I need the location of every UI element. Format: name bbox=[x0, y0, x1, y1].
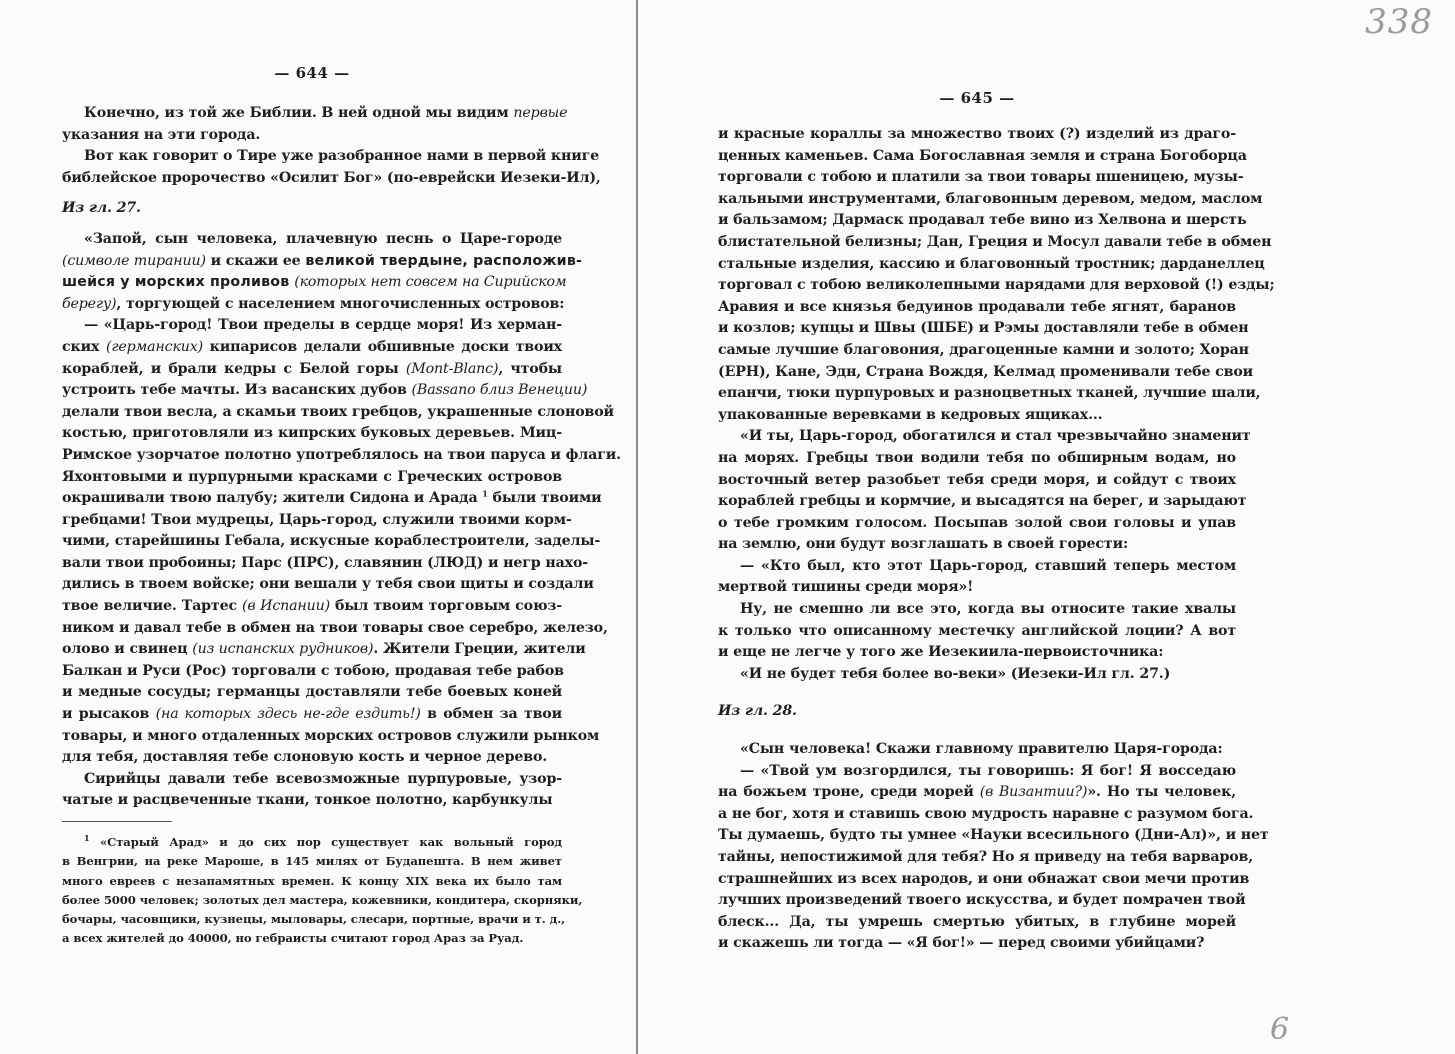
text-line bbox=[718, 124, 1236, 146]
text-line bbox=[62, 929, 562, 948]
text-line bbox=[62, 747, 562, 769]
text-line bbox=[718, 933, 1236, 955]
text-line bbox=[718, 621, 1236, 643]
text-line bbox=[718, 362, 1254, 384]
text-run: берегу) bbox=[62, 295, 117, 312]
text-line bbox=[718, 782, 1236, 804]
text-line bbox=[718, 599, 1236, 621]
footnote bbox=[62, 833, 583, 949]
text-run: и еще не легче у того же Иезекиила-первоисточника: bbox=[718, 644, 1164, 661]
text-run: торговал с тобою великолепными нарядами для верховой (!) езды; bbox=[718, 277, 1275, 294]
text-line bbox=[62, 423, 562, 445]
text-line bbox=[718, 869, 1250, 891]
text-line bbox=[62, 639, 586, 661]
text-line bbox=[718, 232, 1272, 254]
text-run: ских bbox=[62, 338, 106, 355]
text-run: много евреев с незапамятных времен. К концу XIX века их было там bbox=[62, 873, 562, 888]
text-run: (германских) bbox=[105, 338, 203, 355]
text-run: чими, старейшины Гебала, искусные кораблестроители, заделы- bbox=[62, 533, 601, 550]
text-run: ». Но ты человек, bbox=[1087, 784, 1236, 801]
text-run: делали твои весла, а скамьи твоих гребцов, украшенные слоновой bbox=[62, 403, 614, 420]
text-line bbox=[62, 682, 562, 704]
text-line bbox=[718, 275, 1275, 297]
text-run: на землю, они будут возглашать в своей горести: bbox=[718, 536, 1129, 553]
text-line bbox=[718, 448, 1236, 470]
text-run: были твоими bbox=[487, 490, 602, 507]
text-line bbox=[62, 380, 588, 402]
text-run: стальные изделия, кассию и благовонный тростник; дарданеллец bbox=[718, 255, 1265, 272]
text-run: Ну, не смешно ли все это, когда вы относите такие хвалы bbox=[740, 601, 1236, 618]
text-line bbox=[718, 189, 1263, 211]
text-line bbox=[718, 825, 1269, 847]
text-run: и рысаков bbox=[62, 706, 156, 723]
text-run: на божьем троне, среди морей bbox=[718, 784, 980, 801]
text-line bbox=[62, 790, 562, 812]
text-run: торговали с тобою и платили за твои товары пшеницею, музы- bbox=[718, 169, 1244, 186]
text-run: на морях. Гребцы твои водили тебя по обширным водам, но bbox=[718, 449, 1236, 466]
text-line bbox=[62, 168, 601, 190]
text-run: «Старый Арад» и до сих пор существует как вольный город bbox=[89, 835, 562, 849]
text-line bbox=[718, 534, 1236, 556]
text-line bbox=[62, 445, 621, 467]
text-run: олово и свинец bbox=[62, 641, 193, 658]
text-run: блеск... Да, ты умрешь смертью убитых, в глубине морей bbox=[718, 913, 1236, 930]
text-run: ценных каменьев. Сама Богославная земля и страна Богоборца bbox=[718, 147, 1247, 164]
text-line bbox=[718, 491, 1247, 513]
text-line bbox=[718, 513, 1236, 535]
text-line bbox=[718, 556, 1236, 578]
text-run: (в Византии?) bbox=[979, 784, 1088, 801]
text-run: (ЕРН), Кане, Эдн, Страна Вождя, Келмад променивали тебе свои bbox=[718, 363, 1254, 380]
text-line bbox=[62, 229, 562, 251]
text-run: и медные сосуды; германцы доставляли тебе боевых коней bbox=[62, 684, 562, 701]
text-run: устроить тебе мачты. Из васанских дубов bbox=[62, 382, 412, 399]
text-line bbox=[62, 337, 562, 359]
text-line bbox=[62, 359, 562, 381]
text-line bbox=[718, 254, 1265, 276]
text-line bbox=[718, 642, 1236, 664]
text-line bbox=[718, 847, 1254, 869]
text-run: великой твердыне, расположив- bbox=[305, 252, 583, 269]
text-line bbox=[718, 804, 1254, 826]
text-line bbox=[718, 890, 1246, 912]
text-line bbox=[62, 891, 583, 910]
text-run: Аравия и все князья бедуинов продавали тебе ягнят, баранов bbox=[718, 298, 1236, 315]
text-run: и козлов; купцы и Швы (ШБЕ) и Рэмы доставляли тебе в обмен bbox=[718, 320, 1249, 337]
text-run: указания на эти города. bbox=[62, 126, 261, 143]
text-run: (символе тирании) bbox=[62, 252, 206, 269]
page-gutter bbox=[636, 0, 638, 1054]
text-run: в обмен за твои bbox=[420, 706, 562, 723]
text-line bbox=[62, 704, 562, 726]
text-run: кораблей гребцы и кормчие, и высадятся на берег, и зарыдают bbox=[718, 493, 1247, 510]
text-line bbox=[62, 726, 600, 748]
text-line bbox=[718, 146, 1247, 168]
text-run: и бальзамом; Дармаск продавал тебе вино из Хелвона и шерсть bbox=[718, 212, 1247, 229]
text-run: . Жители Греции, жители bbox=[373, 641, 586, 658]
text-line bbox=[62, 661, 562, 683]
text-run: Из гл. 27. bbox=[62, 200, 141, 217]
text-run: Римское узорчатое полотно употреблялось на твои паруса и флаги. bbox=[62, 446, 621, 463]
text-run: первые bbox=[513, 105, 568, 121]
text-line bbox=[62, 510, 572, 532]
text-run: — «Кто был, кто этот Царь-город, ставший теперь местом bbox=[740, 557, 1236, 574]
handwritten-folio-number: 338 bbox=[1365, 2, 1433, 42]
text-line bbox=[62, 272, 567, 294]
text-line bbox=[62, 146, 600, 168]
text-run: «Запой, сын человека, плачевную песнь о Царе-городе bbox=[84, 230, 562, 247]
text-run: о тебе громким голосом. Посыпав золой свои головы и упав bbox=[718, 514, 1236, 531]
text-run: костью, приготовляли из кипрских буковых деревьев. Миц- bbox=[62, 425, 562, 442]
text-line bbox=[62, 574, 594, 596]
text-run: (которых нет совсем на Сирийском bbox=[294, 274, 567, 291]
left-page-body bbox=[62, 103, 621, 812]
text-line bbox=[718, 470, 1236, 492]
text-line bbox=[62, 618, 608, 640]
text-run: Из гл. 28. bbox=[718, 703, 797, 720]
text-run: страшнейших из всех народов, и они обнажат свои мечи против bbox=[718, 870, 1250, 887]
text-run: дились в твоем войске; они вешали у тебя свои щиты и создали bbox=[62, 576, 594, 593]
text-run: Балкан и Руси (Рос) торговали с тобою, продавая тебе рабов bbox=[62, 662, 564, 679]
text-run: гребцами! Твои мудрецы, Царь-город, служили твоими корм- bbox=[62, 511, 572, 528]
paragraph-gap bbox=[718, 723, 1236, 739]
text-line bbox=[62, 103, 568, 125]
text-run: был твоим торговым союз- bbox=[329, 598, 562, 615]
text-run: окрашивали твою палубу; жители Сидона и Арада bbox=[62, 490, 483, 507]
text-run: , чтобы bbox=[498, 360, 563, 377]
text-run: чатые и расцвеченные ткани, тонкое полотно, карбункулы bbox=[62, 792, 553, 809]
text-run: тайны, непостижимой для тебя? Но я приведу на тебя варваров, bbox=[718, 849, 1254, 865]
text-run: (в Испании) bbox=[242, 598, 330, 615]
text-run: вали твои пробоины; Парс (ПРС), славянин (ЛЮД) и негр нахо- bbox=[62, 554, 588, 571]
text-run: а не бог, хотя и ставишь свою мудрость наравне с разумом бога. bbox=[718, 805, 1254, 822]
text-line bbox=[718, 664, 1236, 686]
text-run: восточный ветер разобьет тебя среди моря, и сойдут с твоих bbox=[718, 471, 1236, 488]
text-run: блистательной белизны; Дан, Греция и Мосул давали тебе в обмен bbox=[718, 233, 1272, 250]
text-line bbox=[718, 912, 1236, 934]
text-run: — «Царь-город! Твои пределы в сердце моря! Из херман- bbox=[84, 317, 562, 334]
text-run: а всех жителей до 40000, но гебраисты считают город Араз за Руад. bbox=[62, 931, 524, 946]
text-line bbox=[718, 577, 1236, 599]
text-run: «И ты, Царь-город, обогатился и стал чрезвычайно знаменит bbox=[740, 428, 1251, 445]
text-line bbox=[718, 383, 1261, 405]
text-run: Сирийцы давали тебе всевозможные пурпуровые, узор- bbox=[84, 770, 562, 787]
text-run: в Венгрии, на реке Мароше, в 145 милях от Будапешта. В нем живет bbox=[62, 854, 562, 869]
text-run: епанчи, тюки пурпуровых и разноцветных тканей, лучшие шали, bbox=[718, 385, 1261, 402]
text-run: и скажешь ли тогда — «Я бог!» — перед своими убийцами? bbox=[718, 935, 1205, 952]
paragraph-gap bbox=[718, 685, 1236, 701]
text-line bbox=[62, 910, 566, 929]
paragraph-gap bbox=[62, 220, 562, 229]
text-run: шейся у морских проливов bbox=[62, 274, 290, 291]
text-line bbox=[62, 251, 583, 273]
page-number-right: — 645 — bbox=[939, 89, 1015, 107]
chapter-reference bbox=[62, 198, 562, 220]
text-run: упакованные веревками в кедровых ящиках... bbox=[718, 406, 1103, 423]
text-line bbox=[62, 553, 588, 575]
footnote-marker: 1 bbox=[84, 833, 90, 844]
text-line bbox=[62, 852, 562, 871]
text-line bbox=[718, 297, 1236, 319]
text-line bbox=[62, 872, 562, 891]
text-line bbox=[718, 340, 1249, 362]
text-run: к только что описанному местечку английской лоции? А вот bbox=[718, 622, 1236, 639]
text-line bbox=[62, 596, 562, 618]
text-run: Яхонтовыми и пурпурными красками с Греческих островов bbox=[62, 468, 562, 485]
text-run: кипарисов делали обшивные доски твоих bbox=[203, 338, 562, 355]
text-run: для тебя, доставляя тебе слоновую кость и черное дерево. bbox=[62, 749, 548, 766]
text-run: «Сын человека! Скажи главному правителю Царя-города: bbox=[740, 741, 1223, 758]
text-run: и скажи ее bbox=[205, 252, 306, 269]
text-run: твое величие. Тартес bbox=[62, 598, 242, 615]
text-run: , торгующей с населением многочисленных островов: bbox=[116, 295, 565, 312]
right-page-body bbox=[718, 124, 1275, 955]
chapter-reference bbox=[718, 701, 1236, 723]
text-line bbox=[718, 318, 1249, 340]
page-number-left: — 644 — bbox=[274, 64, 350, 82]
text-line bbox=[62, 125, 562, 147]
text-line bbox=[718, 426, 1251, 448]
text-run: более 5000 человек; золотых дел мастера, кожевники, кондитера, скорняки, bbox=[62, 892, 583, 907]
text-run: кораблей, и брали кедры с Белой горы bbox=[62, 360, 406, 377]
text-run: и красные кораллы за множество твоих (?) изделий из драго- bbox=[718, 126, 1236, 142]
text-line bbox=[62, 488, 602, 510]
text-line bbox=[62, 833, 562, 852]
handwritten-mark: 6 bbox=[1270, 1012, 1290, 1047]
text-line bbox=[718, 739, 1236, 761]
text-run: ником и давал тебе в обмен на твои товары свое серебро, железо, bbox=[62, 619, 608, 636]
text-run: (Bassano близ Венеции) bbox=[411, 382, 588, 399]
text-run: самые лучшие благовония, драгоценные камни и золото; Хоран bbox=[718, 341, 1249, 358]
text-run: Конечно, из той же Библии. В ней одной мы видим bbox=[84, 105, 514, 121]
text-run: Ты думаешь, будто ты умнее «Науки всесильного (Дни-Ал)», и нет bbox=[718, 827, 1269, 844]
footnote-rule bbox=[62, 821, 172, 822]
text-run: мертвой тишины среди моря»! bbox=[718, 579, 974, 596]
text-run: (Mont-Blanc) bbox=[405, 360, 499, 377]
text-run: кальными инструментами, благовонным деревом, медом, маслом bbox=[718, 190, 1263, 207]
text-run: (на которых здесь не-где ездить!) bbox=[155, 706, 421, 723]
text-line bbox=[62, 769, 562, 791]
text-run: бочары, часовщики, кузнецы, мыловары, слесари, портные, врачи и т. д., bbox=[62, 912, 566, 927]
text-line bbox=[62, 294, 565, 316]
text-line bbox=[718, 761, 1236, 783]
text-run: Вот как говорит о Тире уже разобранное нами в первой книге bbox=[84, 148, 600, 165]
text-run: — «Твой ум возгордился, ты говоришь: Я бог! Я восседаю bbox=[740, 762, 1236, 779]
text-line bbox=[62, 402, 614, 424]
text-line bbox=[62, 467, 562, 489]
text-line bbox=[718, 405, 1236, 427]
text-line bbox=[718, 210, 1247, 232]
text-line bbox=[62, 315, 562, 337]
paragraph-gap bbox=[62, 189, 562, 198]
footnote-marker: 1 bbox=[482, 488, 488, 499]
text-run: лучших произведений твоего искусства, и будет помрачен твой bbox=[718, 892, 1246, 909]
text-run: (из испанских рудников) bbox=[192, 641, 374, 658]
text-run: «И не будет тебя более во-веки» (Иезеки-Ил гл. 27.) bbox=[740, 665, 1171, 682]
text-line bbox=[718, 167, 1244, 189]
text-run: товары, и много отдаленных морских островов служили рынком bbox=[62, 727, 600, 744]
text-run: библейское пророчество «Осилит Бог» (по-еврейски Иезеки-Ил), bbox=[62, 169, 601, 186]
text-line bbox=[62, 531, 601, 553]
